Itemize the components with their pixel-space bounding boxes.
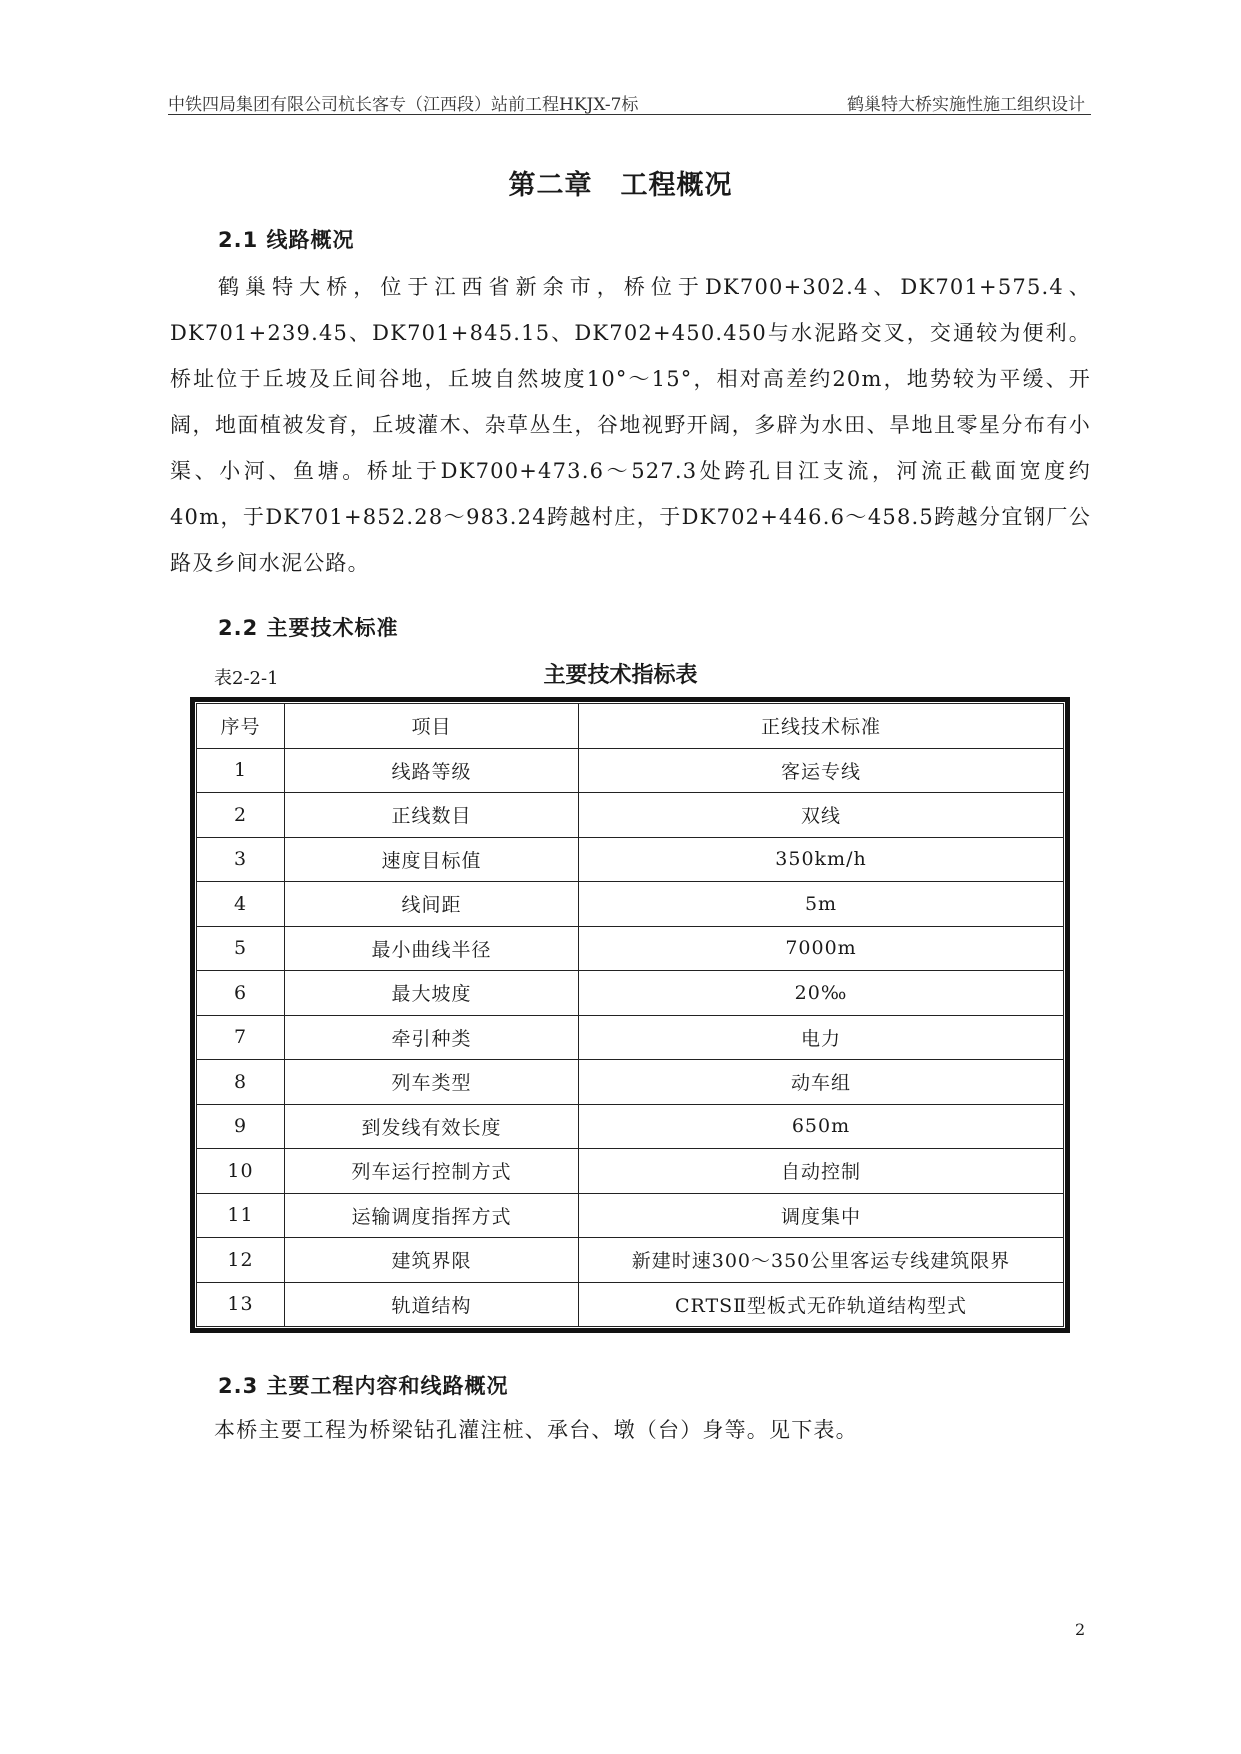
cell-standard: 自动控制 <box>579 1149 1064 1194</box>
cell-no: 11 <box>197 1193 285 1238</box>
cell-no: 7 <box>197 1015 285 1060</box>
cell-item: 建筑界限 <box>285 1238 579 1283</box>
table-row <box>197 748 1064 793</box>
cell-item: 最大坡度 <box>285 971 579 1016</box>
cell-item: 正线数目 <box>285 793 579 838</box>
table-number: 表2-2-1 <box>214 668 279 689</box>
cell-standard: 20‰ <box>579 971 1064 1016</box>
cell-no: 13 <box>197 1282 285 1327</box>
table-row <box>197 882 1064 927</box>
section-2-1-title: 2.1 线路概况 <box>218 228 355 252</box>
cell-no: 4 <box>197 882 285 927</box>
table-body <box>197 704 1064 1327</box>
header-right-text: 鹤巢特大桥实施性施工组织设计 <box>847 95 1085 115</box>
cell-standard: 动车组 <box>579 1060 1064 1105</box>
table-row <box>197 1238 1064 1283</box>
page-number: 2 <box>1075 1620 1086 1639</box>
table-header-row <box>197 704 1064 749</box>
cell-no: 6 <box>197 971 285 1016</box>
cell-item: 牵引种类 <box>285 1015 579 1060</box>
table-row <box>197 1060 1064 1105</box>
table-row <box>197 1104 1064 1149</box>
page-header <box>168 88 1091 115</box>
cell-no: 2 <box>197 793 285 838</box>
cell-no: 12 <box>197 1238 285 1283</box>
table-row <box>197 793 1064 838</box>
cell-item: 线路等级 <box>285 748 579 793</box>
table-row <box>197 1015 1064 1060</box>
chapter-title: 第二章 工程概况 <box>508 170 733 201</box>
table-row <box>197 1193 1064 1238</box>
cell-item: 列车运行控制方式 <box>285 1149 579 1194</box>
cell-standard: 350km/h <box>579 837 1064 882</box>
table-title: 主要技术指标表 <box>543 663 698 688</box>
cell-item: 运输调度指挥方式 <box>285 1193 579 1238</box>
cell-standard: CRTSⅡ型板式无砟轨道结构型式 <box>579 1282 1064 1327</box>
cell-standard: 调度集中 <box>579 1193 1064 1238</box>
cell-standard: 电力 <box>579 1015 1064 1060</box>
table-row <box>197 1282 1064 1327</box>
cell-item: 轨道结构 <box>285 1282 579 1327</box>
cell-no: 10 <box>197 1149 285 1194</box>
table-row <box>197 837 1064 882</box>
section-2-3-title: 2.3 主要工程内容和线路概况 <box>218 1374 509 1398</box>
cell-standard: 5m <box>579 882 1064 927</box>
cell-no: 3 <box>197 837 285 882</box>
tech-standards-table <box>190 697 1070 1333</box>
header-cell-no: 序号 <box>197 704 285 749</box>
header-left-text: 中铁四局集团有限公司杭长客专（江西段）站前工程HKJX-7标 <box>168 95 639 115</box>
cell-standard: 客运专线 <box>579 748 1064 793</box>
section-2-1-paragraph: 鹤巢特大桥，位于江西省新余市，桥位于DK700+302.4、DK701+575.4、DK701+239.45、DK701+845.15、DK702+450.450与水泥路交叉，交通较为便利。桥址位于丘坡及丘间谷地，丘坡自然坡度10°～15°，相对高差约20m，地势较为平缓、开阔，地面植被发育，丘坡灌木、杂草丛生，谷地视野开阔，多辟为水田、旱地且零星分布有小渠、小河、鱼塘。桥址于DK700+473.6～527.3处跨孔目江支流，河流正截面宽度约40m，于DK701+852.28～983.24跨越村庄，于DK702+446.6～458.5跨越分宜钢厂公路及乡间水泥公路。 <box>170 275 1091 575</box>
cell-standard: 双线 <box>579 793 1064 838</box>
section-2-3-paragraph: 本桥主要工程为桥梁钻孔灌注桩、承台、墩（台）身等。见下表。 <box>214 1418 858 1442</box>
header-cell-standard: 正线技术标准 <box>579 704 1064 749</box>
cell-item: 到发线有效长度 <box>285 1104 579 1149</box>
section-2-2-title: 2.2 主要技术标准 <box>218 616 399 640</box>
table-row <box>197 1149 1064 1194</box>
cell-item: 最小曲线半径 <box>285 926 579 971</box>
table-row <box>197 971 1064 1016</box>
cell-no: 8 <box>197 1060 285 1105</box>
header-cell-item: 项目 <box>285 704 579 749</box>
cell-no: 1 <box>197 748 285 793</box>
cell-standard: 650m <box>579 1104 1064 1149</box>
cell-item: 列车类型 <box>285 1060 579 1105</box>
table-row <box>197 926 1064 971</box>
cell-standard: 7000m <box>579 926 1064 971</box>
cell-no: 5 <box>197 926 285 971</box>
cell-no: 9 <box>197 1104 285 1149</box>
cell-item: 线间距 <box>285 882 579 927</box>
cell-standard: 新建时速300～350公里客运专线建筑限界 <box>579 1238 1064 1283</box>
cell-item: 速度目标值 <box>285 837 579 882</box>
